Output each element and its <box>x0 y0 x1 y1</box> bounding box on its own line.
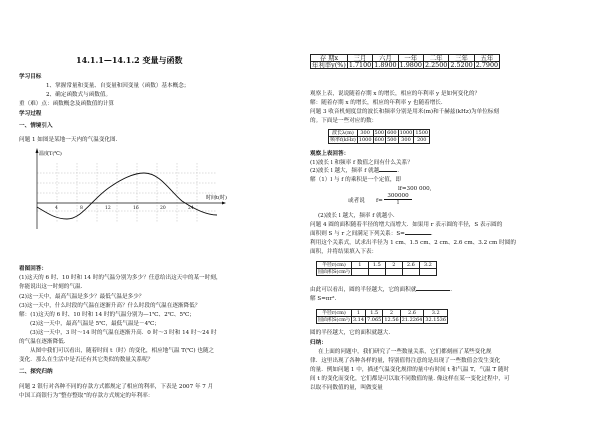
summary-line-5: 以取不同数值的量，叫做变量 <box>310 385 383 391</box>
table-cell: 2.6 <box>402 262 419 269</box>
circle-answer: 解 S=πr². <box>310 296 337 302</box>
table-cell: 1 <box>351 310 365 317</box>
table-cell <box>385 269 402 276</box>
table-cell: 三年 <box>449 55 474 62</box>
x-axis-label: 时间t(时) <box>206 195 227 201</box>
table-cell: 3.2 <box>419 262 436 269</box>
answer-2: (2)这一天中，最高气温是 5℃，最低气温是－4℃； <box>30 321 161 327</box>
y-axis-label: 温度T(℃) <box>39 151 62 157</box>
table-cell: 年利率y(%) <box>312 61 346 69</box>
formula-lhs: f= <box>376 198 383 204</box>
table-cell <box>402 269 419 276</box>
table-cell: 32.1536 <box>425 317 447 323</box>
part-2: (2)这一天中，最高气温是多少？最低气温是多少？ <box>19 294 145 300</box>
part-3: (3)这一天中，什么时段的气温在逐渐升高？什么时段的气温在逐渐降低？ <box>19 303 201 309</box>
process-heading: 学习过程 <box>19 111 42 117</box>
question-4-e: 由此可以看出，圆的半径越大，它的面积就 . <box>310 287 453 293</box>
part-1-cont: 你能说出这一时刻的气温. <box>19 284 83 290</box>
wave-question-1: (1)波长 l 和频率 f 数值之间有什么关系？ <box>310 160 413 166</box>
wave-answer-1: 解（1）l 与 f 的乘积是一个定值，即 <box>310 177 402 183</box>
table-cell: 600 <box>387 130 397 136</box>
summary-line-3: 的量．例如问题 1 中，描述气温变化规律的量中有时间 t 和气温 T，气温 T 随时 <box>310 367 510 373</box>
table-cell: 1.5 <box>366 310 383 317</box>
table-cell: 1 <box>351 262 368 269</box>
table-cell: 三月 <box>347 55 372 62</box>
question-2-cont: 中国工商银行为“整存整取”的存款方式规定的年利率： <box>19 393 154 399</box>
question-1: 问题 1 如图是某地一天内的气温变化图. <box>19 137 118 143</box>
table-cell: 2 <box>385 262 402 269</box>
question-4-c: 利用这个关系式，试求出半径为 1 cm、1.5 cm、2 cm、2.6 cm、3.2 cm 时圆的 <box>310 240 516 246</box>
answer-3: (3)这一天中，3 时～14 时的气温在逐渐升高．0 时～3 时和 14 时～24 时 <box>30 330 217 336</box>
table-cell: 12.56 <box>384 317 399 323</box>
temperature-chart <box>22 143 237 235</box>
tick-label: 20 <box>160 206 166 211</box>
question-3-cont: 的。下面是一些对应的数： <box>310 118 378 124</box>
table-cell: 1.7100 <box>348 61 372 69</box>
table-cell: 3.2 <box>424 310 448 317</box>
table-cell <box>419 269 436 276</box>
tick-label: 8 <box>80 206 83 211</box>
table-cell: 300 <box>357 130 373 137</box>
table-cell: 200 <box>414 137 430 144</box>
table-cell: 2 <box>383 310 400 317</box>
formula-numerator: 300000 <box>384 193 412 200</box>
formula-product: lf=300 000, <box>398 186 432 192</box>
table-cell: 1000 <box>399 130 413 136</box>
table-cell <box>368 269 385 276</box>
temperature-curve <box>37 173 217 219</box>
table-cell: 2.7900 <box>475 61 499 69</box>
section-1-heading: 一、情境引入 <box>19 123 53 129</box>
summary-heading: 归纳： <box>310 340 327 346</box>
table-cell: 1500 <box>415 130 429 136</box>
section-2-heading: 二、探究归纳 <box>19 369 53 375</box>
table-cell: 一年 <box>398 55 423 62</box>
answer-1: 解：(1)这天的 6 时、10 时和 14 时的气温分别为—1℃、2℃、5℃； <box>19 312 195 318</box>
table-cell: 1.8900 <box>374 61 397 69</box>
tick-label: 24 <box>188 206 194 211</box>
table-cell: 半径r(cm) <box>317 310 352 317</box>
table-cell: 1.5 <box>368 262 385 269</box>
wavelength-table <box>328 129 430 144</box>
look-answer-heading: 看图回答： <box>19 266 47 272</box>
question-2: 问题 2 银行对各种不同的存款方式都规定了相应的利率，下表是 2007 年 7 月 <box>19 384 214 390</box>
goals-heading: 学习目标 <box>19 74 42 80</box>
summary-line-2: 律．这里出现了各种各样的量，特别值得注意的是出现了一些数值会发生变化 <box>310 358 501 364</box>
circle-conclusion: 圆的半径越大，它的面积就越大. <box>310 330 391 336</box>
table-cell: 3.14 <box>352 317 365 323</box>
observation-text: 从图中我们可以看出，随着时间 t（时）的变化，相应地气温 T(℃) 也随之 <box>30 348 215 354</box>
table-cell: 2.2500 <box>424 61 448 69</box>
observe-text: 观察上表，说说随着存期 x 的增长，相应的年利率 y 是如何变化的？ <box>310 91 481 97</box>
question-4-d: 面积，并将结果填入下表： <box>310 249 378 255</box>
table-cell: 300 <box>398 137 414 144</box>
question-4-b: 面积则 S 与 r 之间满足下列关系：S= . <box>310 231 433 237</box>
answer-3-cont: 的气温在逐渐降低． <box>19 339 70 345</box>
circle-area-table-blank <box>316 261 437 276</box>
table-cell: 7.065 <box>367 317 382 323</box>
table-cell: 500 <box>387 137 397 143</box>
tick-label: 16 <box>133 206 139 211</box>
table-cell: 1000 <box>358 137 372 143</box>
table-cell: 五年 <box>474 55 499 62</box>
wave-answer-2: (2)波长 l 越大，频率 f 就越小. <box>318 213 395 219</box>
summary-line-1: 在上面的问题中，我们研究了一些数量关系，它们都刻画了某些变化规 <box>318 349 492 355</box>
table-cell: 圆面积S(cm²) <box>318 269 350 275</box>
table-cell: 1.9800 <box>399 61 422 69</box>
tick-label: 12 <box>105 206 111 211</box>
table-cell: 半径r(cm) <box>317 262 352 269</box>
lesson-title: 14.1.1—14.1.2 变量与函数 <box>76 55 183 65</box>
observation-text-cont: 变化．那么在生活中是否还有其它类似的数量关系呢？ <box>19 357 154 363</box>
table-cell: 600 <box>374 137 385 143</box>
table-cell: 2.5200 <box>450 61 473 69</box>
part-1: (1)这天的 6 时、10 时和 14 时的气温分别为多少？任意给出这天中的某一时刻， <box>19 275 222 281</box>
table-cell: 存 期x <box>311 55 348 62</box>
answer-text: 解：随着存期 x 的增长，相应的年利率 y 也随着增长. <box>310 100 443 106</box>
wave-question-2: (2)波长 l 越大，频率 f 就越 . <box>310 168 400 174</box>
table-cell: 500 <box>374 130 385 136</box>
goal-2: 2、确定函数式与函数值。 <box>46 92 112 98</box>
formula-denominator: l <box>397 200 399 206</box>
tick-label: 4 <box>55 206 58 211</box>
goal-1: 1、掌握常量和变量、自变量和因变量（函数）基本概念； <box>46 83 190 89</box>
table-cell: 频率f(kHz) <box>330 137 356 143</box>
summary-line-4: 间 t 的变化而变化，它们都是可以取不同数值的量. 像这样在某一变化过程中，可 <box>310 376 510 382</box>
table-cell: 2.6 <box>400 310 424 317</box>
question-3: 问题 3 收音机刻度盘的波长和频率分别是用米(m)和千赫兹(kHz)为单位标刻 <box>310 109 499 115</box>
circle-area-table-filled <box>316 309 448 324</box>
table-cell: 六月 <box>373 55 398 62</box>
observe-heading: 观察上表回答： <box>310 151 350 157</box>
table-cell <box>351 269 368 276</box>
table-cell: 波长λ(m) <box>329 130 358 137</box>
table-cell: 二年 <box>423 55 448 62</box>
key-point: 重（难）点：函数概念及函数值的计算 <box>19 101 115 107</box>
question-4: 问题 4 圆的面积随着半径的增大而增大．如果用 r 表示圆的半径，S 表示圆的 <box>310 222 503 228</box>
table-cell: 圆面积S(cm²) <box>318 317 350 323</box>
formula-prefix: 或者说 <box>348 198 365 204</box>
table-cell: 21.2264 <box>401 317 423 323</box>
interest-rate-table <box>310 54 500 69</box>
